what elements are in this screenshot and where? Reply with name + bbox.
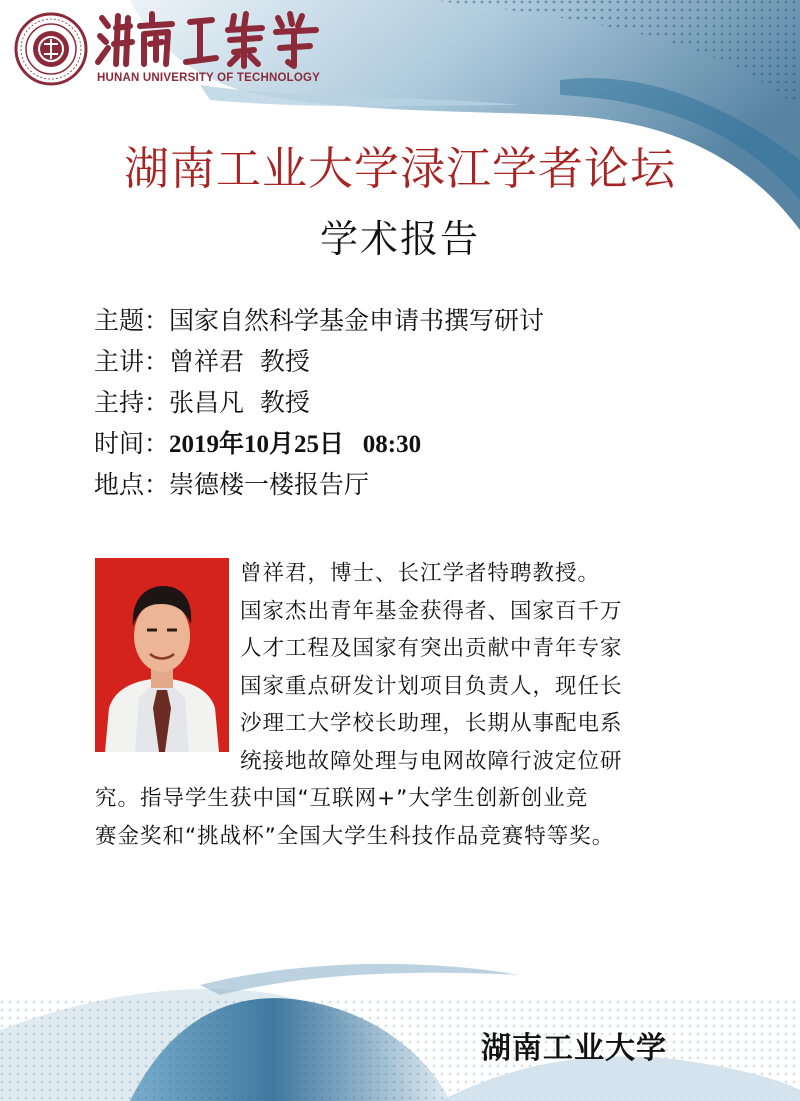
bio-line: 沙理工大学校长助理，长期从事配电系: [240, 711, 623, 736]
bio-line: 国家杰出青年基金获得者、国家百千万: [240, 598, 623, 624]
speaker-value: 曾祥君 教授: [169, 347, 310, 376]
bio-line: 统接地故障处理与电网故障行波定位研: [240, 748, 623, 774]
event-info: [94, 300, 544, 505]
host-label: 主持：: [94, 388, 170, 417]
topic-label: 主题：: [94, 306, 170, 335]
bio-line: 曾祥君，博士、长江学者特聘教授。: [240, 561, 601, 586]
info-row-topic: [94, 300, 544, 341]
place-value: 崇德楼一楼报告厅: [169, 470, 370, 499]
footer-university-name: 湖南工业大学: [481, 1031, 667, 1066]
bio-line: 国家重点研发计划项目负责人，现任长: [240, 673, 623, 699]
university-calligraphy-logo: [94, 8, 324, 70]
speaker-photo: [95, 558, 229, 752]
bio-line: 人才工程及国家有突出贡献中青年专家: [240, 636, 623, 661]
university-english-name: HUNAN UNIVERSITY OF TECHNOLOGY: [97, 72, 321, 84]
info-row-time: [94, 423, 544, 464]
forum-title: 湖南工业大学渌江学者论坛: [123, 142, 676, 195]
time-value: 2019年10月25日 08:30: [169, 431, 422, 458]
info-row-host: [94, 382, 544, 423]
info-row-place: [94, 464, 544, 505]
topic-value: 国家自然科学基金申请书撰写研讨: [169, 306, 545, 335]
speaker-label: 主讲：: [94, 347, 170, 376]
bio-line: 赛金奖和“挑战杯”全国大学生科技作品竞赛特等奖。: [95, 823, 615, 849]
time-label: 时间：: [94, 429, 170, 458]
place-label: 地点：: [94, 470, 170, 499]
info-row-speaker: [94, 341, 544, 382]
speaker-bio: [95, 555, 700, 855]
university-seal-logo: [14, 12, 88, 86]
bio-line: 究。指导学生获中国“互联网+”大学生创新创业竞: [95, 786, 589, 811]
report-subtitle: 学术报告: [319, 217, 480, 261]
host-value: 张昌凡 教授: [169, 388, 310, 417]
